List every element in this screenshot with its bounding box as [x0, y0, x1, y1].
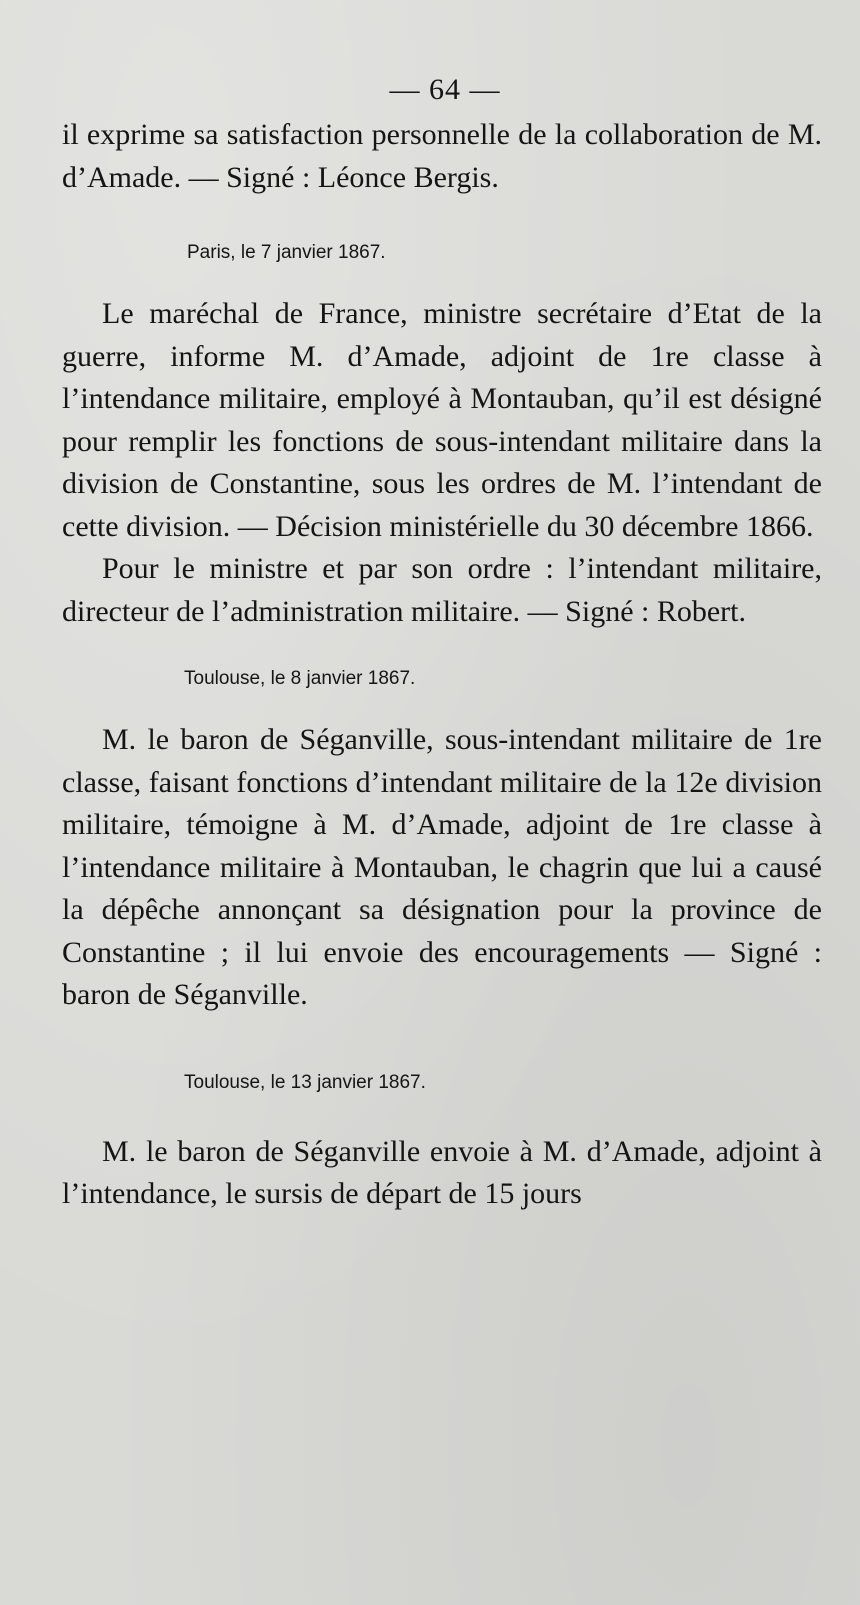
- continuation-paragraph: il exprime sa satisfaction personnelle de la collaboration de M. d’Amade. — Signé : Léonce Bergis.: [62, 118, 822, 194]
- dateline: Toulouse, le 13 janvier 1867.: [184, 1071, 426, 1093]
- dateline: Toulouse, le 8 janvier 1867.: [184, 668, 416, 689]
- dateline: Paris, le 7 janvier 1867.: [187, 242, 386, 263]
- body-paragraph: M. le baron de Séganville envoie à M. d’Amade, adjoint à l’intendance, le sursis de départ de 15 jours: [62, 1134, 822, 1210]
- body-paragraph: Le maréchal de France, ministre secrétaire d’Etat de la guerre, informe M. d’Amade, adjoint de 1re classe à l’intendance militaire, employé à Montauban, qu’il est désigné pour remplir les fonctions de sous-intendant militaire dans la division de Constantine, sous les ordres de M. l’intendant de cette division. — Décision ministérielle du 30 décembre 1866.: [62, 297, 822, 543]
- page-number: — 64 —: [389, 73, 501, 106]
- body-paragraph: M. le baron de Séganville, sous-intendant militaire de 1re classe, faisant fonctions d’intendant militaire de la 12e division militaire, témoigne à M. d’Amade, adjoint de 1re classe à l’intendance militaire à Montauban, le chagrin que lui a causé la dépêche annonçant sa désignation pour la province de Constantine ; il lui envoie des encouragements — Signé : baron de Séganville.: [62, 723, 822, 1011]
- body-paragraph: Pour le ministre et par son ordre : l’intendant militaire, directeur de l’administration militaire. — Signé : Robert.: [62, 552, 822, 628]
- document-page: [62, 70, 822, 1216]
